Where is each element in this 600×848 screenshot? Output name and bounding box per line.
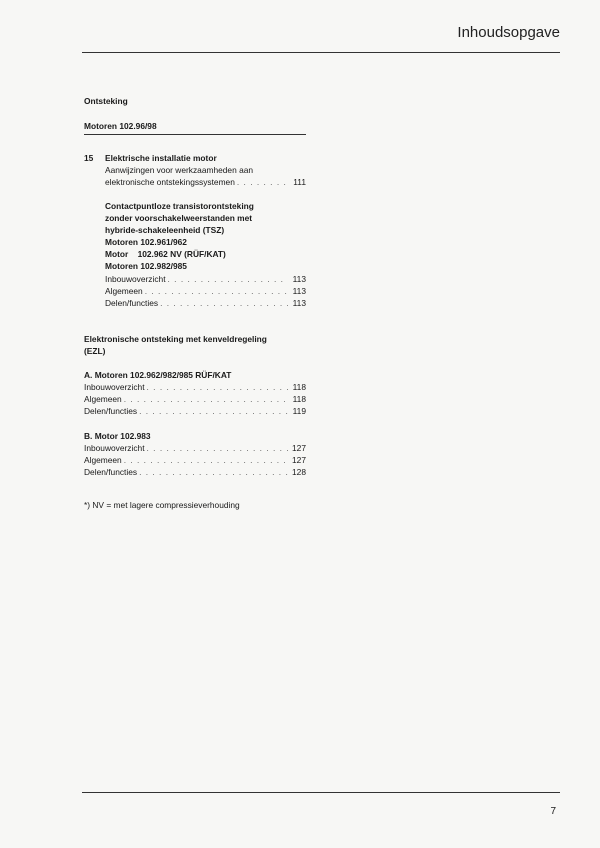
toc-entry-page: 111: [293, 177, 306, 187]
page-header-title: Inhoudsopgave: [457, 24, 560, 41]
toc-entry-label: Inbouwoverzicht: [84, 382, 145, 392]
tsz-heading-line: Motor 102.962 NV (RÜF/KAT): [105, 249, 226, 259]
column-rule: [84, 134, 306, 135]
footnote: *) NV = met lagere compressieverhouding: [84, 500, 240, 510]
toc-entry: [84, 442, 306, 454]
toc-leader-dots: [145, 285, 288, 297]
toc-leader-dots: [147, 381, 288, 393]
toc-entry: [84, 381, 306, 393]
toc-leader-dots: [139, 405, 288, 417]
tsz-heading-line: hybride-schakeleenheid (TSZ): [105, 225, 225, 235]
toc-leader-dots: [160, 297, 288, 309]
toc-leader-dots: [124, 393, 288, 405]
toc-entry-label: Inbouwoverzicht: [105, 274, 166, 284]
toc-entry-label: Delen/functies: [84, 467, 138, 477]
toc-leader-dots: [139, 466, 288, 478]
toc-entry: [105, 273, 306, 285]
toc-entry-page: 119: [292, 406, 306, 416]
toc-entry-label: Algemeen: [84, 394, 122, 404]
tsz-heading-line: Motoren 102.982/985: [105, 261, 187, 271]
toc-entry-label: Delen/functies: [84, 406, 138, 416]
toc-entry-page: 113: [292, 298, 306, 308]
ezl-heading-line: (EZL): [84, 346, 106, 356]
a-section-title: A. Motoren 102.962/982/985 RÜF/KAT: [84, 370, 232, 380]
toc-entry-page: 127: [292, 455, 306, 465]
toc-leader-dots: [147, 442, 288, 454]
toc-entry-page: 127: [292, 443, 306, 453]
section-heading-ontsteking: Ontsteking: [84, 96, 128, 106]
toc-leader-dots: [237, 176, 288, 188]
b-section-title: B. Motor 102.983: [84, 431, 151, 441]
toc-entry: [84, 405, 306, 417]
toc-entry-label: elektronische ontstekingssystemen: [105, 177, 235, 187]
toc-entry-label: Algemeen: [105, 286, 143, 296]
page-number: 7: [550, 806, 556, 817]
toc-item-line: Aanwijzingen voor werkzaamheden aan: [105, 165, 254, 175]
toc-entry-page: 128: [292, 467, 306, 477]
subsection-heading-motoren: Motoren 102.96/98: [84, 121, 157, 131]
toc-entry-label: Inbouwoverzicht: [84, 443, 145, 453]
footer-rule: [82, 792, 560, 793]
tsz-heading-line: zonder voorschakelweerstanden met: [105, 213, 253, 223]
header-rule: [82, 52, 560, 53]
toc-item-title: Elektrische installatie motor: [105, 153, 217, 163]
toc-entry-label: Delen/functies: [105, 298, 159, 308]
toc-entry-page: 118: [292, 382, 306, 392]
toc-entry: [105, 297, 306, 309]
toc-entry: [105, 285, 306, 297]
ezl-heading-line: Elektronische ontsteking met kenveldregeling: [84, 334, 267, 344]
toc-entry-page: 113: [292, 274, 306, 284]
toc-entry: [84, 454, 306, 466]
toc-entry-label: Algemeen: [84, 455, 122, 465]
toc-entry: [84, 393, 306, 405]
toc-entry: [105, 176, 306, 188]
tsz-heading-line: Motoren 102.961/962: [105, 237, 187, 247]
toc-leader-dots: [168, 273, 288, 285]
toc-leader-dots: [124, 454, 288, 466]
toc-entry: [84, 466, 306, 478]
toc-item-number: 15: [84, 153, 94, 163]
toc-entry-page: 118: [292, 394, 306, 404]
tsz-heading-line: Contactpuntloze transistorontsteking: [105, 201, 254, 211]
toc-entry-page: 113: [292, 286, 306, 296]
